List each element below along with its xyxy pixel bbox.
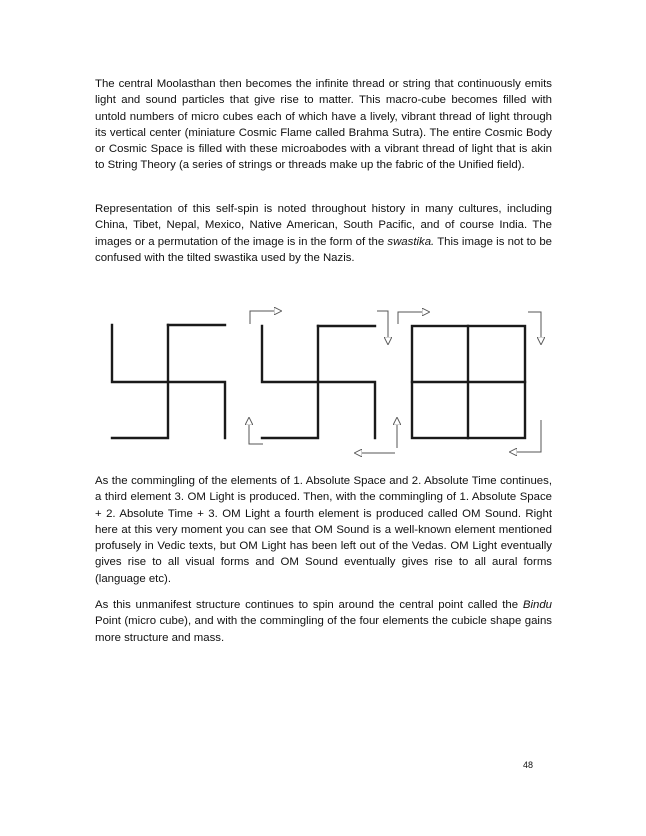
arrow-left-up-icon <box>249 418 263 444</box>
italic-term-swastika: swastika. <box>387 235 435 248</box>
paragraph-text: Representation of this self-spin is noted throughout history in many cultures, including China, Tibet, Nepal, Mexico, Native American, South Pacific, and of course India. The images or a permutation of the image is in the form of the <box>95 203 552 248</box>
italic-term-bindu: Bindu <box>522 599 552 611</box>
swastika-panel-left <box>112 325 225 438</box>
arrow-right-down-icon <box>377 311 388 344</box>
quartered-square-panel <box>412 326 525 438</box>
swastika-panel-middle <box>262 326 375 438</box>
paragraph-commingling: As the commingling of the elements of 1. Absolute Space and 2. Absolute Time continues, a third element 3. OM Light is produced. Then, with the commingling of 1. Absolute Space + 2. Absolute Time + 3. OM Light a fourth element is produced called OM Sound. Right here at this very moment you can see that OM Sound is a well-known element mentioned profusely in Vedic texts, but OM Light has been left out of the Vedas. OM Light eventually gives rise to all visual forms and OM Sound eventually gives rise to all aural forms (language etc). <box>95 475 552 585</box>
paragraph-text: As this unmanifest structure continues to spin around the central point called the <box>95 599 523 611</box>
paragraph-bindu-point <box>95 597 552 646</box>
page-number: 48 <box>523 760 534 770</box>
arrow-top-right-icon <box>398 312 429 324</box>
paragraph-moolasthan: The central Moolasthan then becomes the infinite thread or string that continuously emits light and sound particles that give rise to matter. This macro-cube becomes filled with untold numbers of micro cubes each of which have a lively, vibrant thread of light through its vertical center (miniature Cosmic Flame called Brahma Sutra). The entire Cosmic Body or Cosmic Space is filled with these microabodes with a vibrant thread of light that is akin to String Theory (a series of strings or threads make up the fabric of the Unified field). <box>95 78 552 172</box>
arrow-right-down-icon <box>528 312 541 344</box>
arrow-top-right-icon <box>250 311 281 324</box>
paragraph-text: This image is not to be confused with the tilted swastika used by the Nazis. <box>95 235 553 264</box>
paragraph-text: Point (micro cube), and with the commingling of the four elements the cubicle shape gains more structure and mass. <box>95 615 552 644</box>
